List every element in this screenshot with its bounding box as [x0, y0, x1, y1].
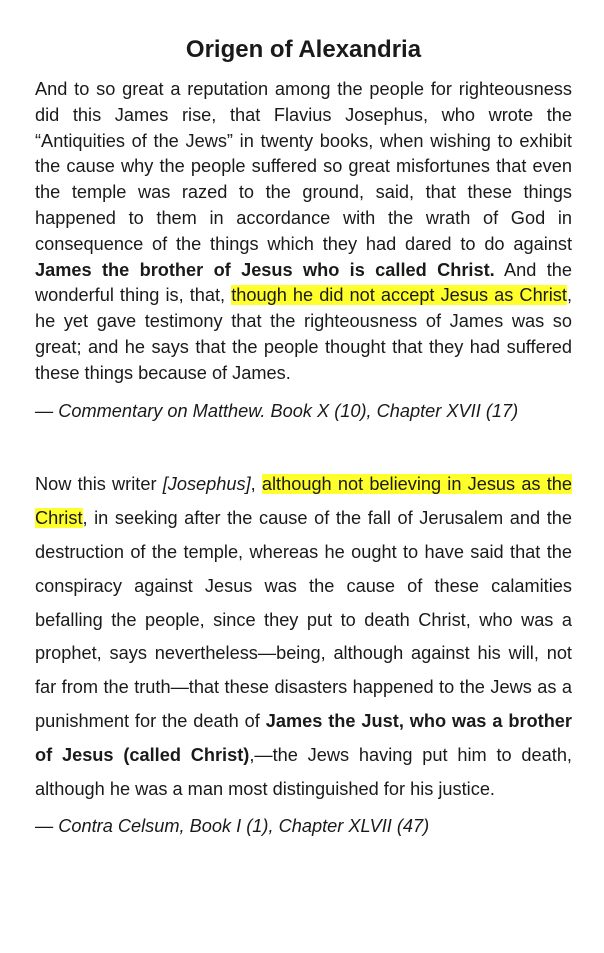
- quote-contra-celsum: [35, 468, 572, 806]
- quote2-bold-passage: James the Just, who was a brother of Jesus (called Christ): [35, 710, 572, 765]
- quote2-highlighted-passage: although not believing in Jesus as the Christ: [35, 474, 572, 529]
- page-title: Origen of Alexandria: [185, 36, 422, 63]
- quote2-italic-insert: [Josephus]: [162, 474, 251, 495]
- quote2-text-d: ,—the Jews having put him to death, although he was a man most distinguished for his justice.: [35, 744, 572, 799]
- quote1-highlighted-passage: though he did not accept Jesus as Christ: [231, 285, 567, 306]
- quote1-text-a: And to so great a reputation among the people for righteousness did this James rise, that Flavius Josephus, who wrote the “Antiquities of the Jews” in twenty books, when wishing to exhibit the cause why the people suffered so great misfortunes that even the temple was razed to the ground, said, that these things happened to them in accordance with the wrath of God in consequence of the things which they had dared to do against: [35, 79, 572, 254]
- quote2-text-a: Now this writer: [35, 474, 163, 495]
- quote1-bold-passage: James the brother of Jesus who is called Christ.: [35, 259, 495, 280]
- quote1-text-c: , he yet gave testimony that the righteousness of James was so great; and he says that the people thought that they had suffered these things because of James.: [35, 285, 572, 383]
- quote-commentary-on-matthew: [35, 77, 572, 387]
- quote2-text-b: ,: [250, 474, 262, 495]
- quote1-text-b: And the wonderful thing is, that,: [35, 259, 572, 306]
- citation-commentary-on-matthew: — Commentary on Matthew. Book X (10), Chapter XVII (17): [35, 400, 519, 421]
- citation-contra-celsum: — Contra Celsum, Book I (1), Chapter XLVII (47): [35, 816, 430, 837]
- quote2-text-c: , in seeking after the cause of the fall of Jerusalem and the destruction of the temple, whereas he ought to have said that the conspiracy against Jesus was the cause of these calamities befalling the people, since they put to death Christ, who was a prophet, says nevertheless—being, although against his will, not far from the truth—that these disasters happened to the Jews as a punishment for the death of: [35, 508, 572, 731]
